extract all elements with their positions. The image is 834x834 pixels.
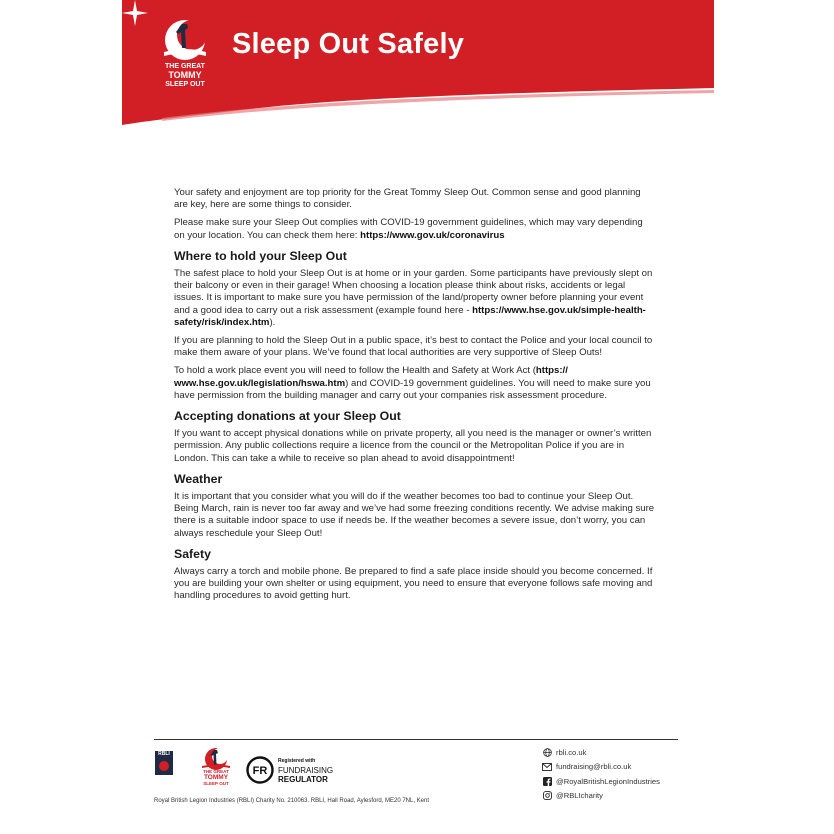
intro-paragraph-2-text: Please make sure your Sleep Out complies with COVID-19 government guidelines, which may vary depending on your location. You can check them here: — [174, 217, 643, 241]
footer-logo-text — [198, 769, 234, 787]
safety-paragraph: Always carry a torch and mobile phone. Be prepared to find a safe place inside should you become concerned. If you are building your own shelter or using equipment, you need to ensure that everyone follows safe moving and handling procedures to avoid getting hurt. — [174, 566, 653, 602]
footer-tommy-logo — [198, 747, 234, 791]
contact-instagram[interactable] — [542, 789, 660, 804]
risk-assessment-link[interactable]: https://www.hse.gov.uk/simple-health-safety/risk/index.htm — [174, 304, 646, 328]
sparkle-icon — [122, 0, 148, 26]
header-banner — [122, 0, 714, 125]
contact-instagram-text: @RBLIcharity — [556, 791, 603, 801]
poppy-icon — [159, 761, 169, 771]
intro-paragraph-1: Your safety and enjoyment are top priority for the Great Tommy Sleep Out. Common sense and good planning are key, here are some things to consider. — [174, 187, 641, 211]
location-paragraph-1 — [174, 268, 656, 329]
logo-text — [156, 62, 214, 89]
globe-icon — [542, 747, 552, 757]
logo-line-3: SLEEP OUT — [165, 81, 205, 88]
rbli-logo-text: RBLI — [158, 751, 170, 757]
facebook-icon — [542, 776, 552, 786]
location-paragraph-2: If you are planning to hold the Sleep Out in a public space, it’s best to contact the Police and your local council to make them aware of your plans. We’ve found that local authorities are very supportive of Sleep Outs! — [174, 335, 653, 359]
donations-paragraph: If you want to accept physical donations while on private property, all you need is the manager or owner’s written permission. Any public collections require a licence from the council or the Metropolitan Police if you are in London. This can take a while to receive so plan ahead to avoid disappointment! — [174, 428, 652, 464]
contact-website-text: rbli.co.uk — [556, 747, 587, 757]
section-heading-weather: Weather — [174, 471, 223, 486]
great-tommy-sleep-out-logo — [156, 18, 214, 96]
coronavirus-link[interactable]: https://www.gov.uk/coronavirus — [360, 229, 505, 241]
section-heading-location: Where to hold your Sleep Out — [174, 248, 347, 263]
section-heading-donations: Accepting donations at your Sleep Out — [174, 409, 401, 424]
fr-badge-text: FR — [252, 765, 268, 777]
section-heading-safety: Safety — [174, 546, 211, 561]
footer-logo-line-3: SLEEP OUT — [203, 781, 229, 786]
page-title: Sleep Out Safely — [232, 28, 465, 60]
weather-paragraph: It is important that you consider what you will do if the weather becomes too bad to continue your Sleep Out. Being March, rain is never too far away and we’ve had some freezing conditions recently. We advise making sure there is a suitable indoor space to use if needs be. If the weather becomes a severe issue, don’t worry, you can always reschedule your Sleep Out! — [174, 491, 655, 539]
charity-address: Royal British Legion Industries (RBLI) Charity No. 210063. RBLI, Hall Road, Aylesford, ME20 7NL, Kent — [154, 798, 430, 804]
footer-divider — [154, 739, 678, 740]
instagram-icon — [542, 791, 552, 801]
hswa-link[interactable]: https:// www.hse.gov.uk/legislation/hswa.htm — [174, 365, 568, 389]
mail-icon — [542, 762, 552, 772]
contact-email-text: fundraising@rbli.co.uk — [556, 762, 632, 772]
contact-email[interactable] — [542, 760, 660, 775]
fr-line-2: FUNDRAISING — [278, 766, 334, 775]
contact-facebook[interactable] — [542, 774, 660, 789]
moon-soldier-icon — [156, 18, 214, 64]
location-paragraph-3-text: To hold a work place event you will need to follow the Health and Safety at Work Act ( — [174, 365, 536, 377]
fr-line-1: Registered with — [278, 758, 316, 764]
document-page — [122, 0, 714, 834]
fundraising-regulator-text — [278, 757, 333, 784]
footer-logo-line-2: TOMMY — [203, 774, 229, 781]
intro-paragraph-2 — [174, 217, 656, 241]
location-paragraph-1-text: The safest place to hold your Sleep Out is at home or in your garden. Some participants have previously slept on their balcony or even in their garage! When choosing a location please think about risks, accidents or legal issues. It is important to make sure you have permission of the land/property owner before planning your event and a good idea to carry out a risk assessment (example found here - — [174, 268, 653, 316]
footer-logo-line-1: THE GREAT — [203, 769, 229, 774]
logo-line-2: TOMMY — [168, 70, 202, 80]
fr-line-3: REGULATOR — [278, 775, 328, 784]
fundraising-regulator-badge — [246, 756, 274, 784]
footer-moon-soldier-icon — [198, 747, 234, 771]
logo-line-1: THE GREAT — [165, 63, 205, 70]
body-content — [174, 187, 656, 609]
contact-website[interactable] — [542, 745, 660, 760]
contact-list — [542, 745, 660, 803]
contact-facebook-text: @RoyalBritishLegionIndustries — [556, 776, 660, 786]
location-paragraph-3-end: ) and COVID-19 government guidelines. You will need to make sure you have permission from the building manager and carry out your companies risk assessment procedure. — [174, 377, 651, 401]
location-paragraph-3 — [174, 365, 656, 402]
location-paragraph-1-end: ). — [269, 316, 276, 328]
